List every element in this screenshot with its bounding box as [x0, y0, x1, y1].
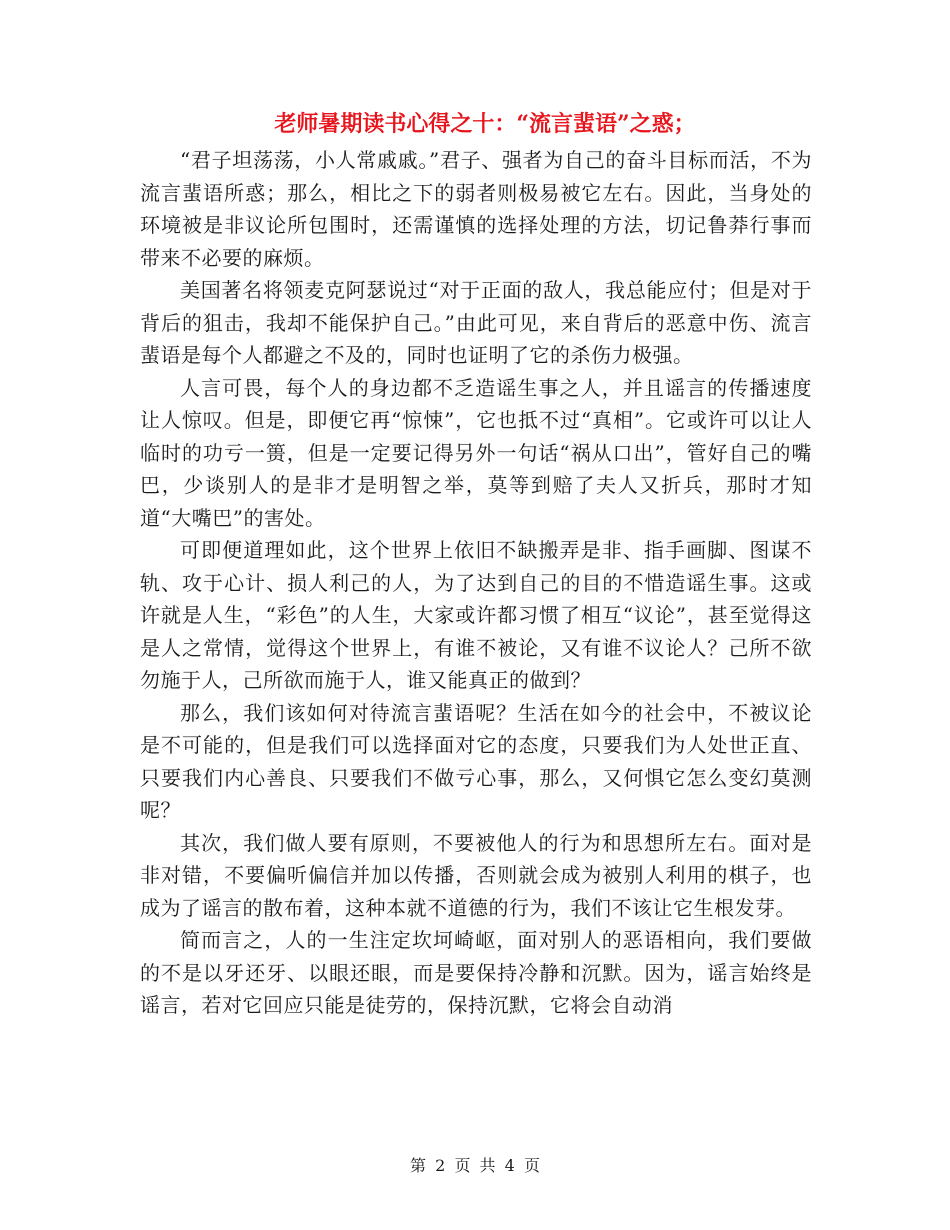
paragraph-2: 美国著名将领麦克阿瑟说过“对于正面的敌人，我总能应付；但是对于背后的狙击，我却不能保护自己。”由此可见，来自背后的恶意中伤、流言蜚语是每个人都避之不及的，同时也证明了它的杀伤力极强。	[140, 278, 812, 367]
footer-total-pages: 4	[504, 1156, 515, 1175]
footer-total-word: 共	[479, 1156, 496, 1175]
paragraph-3: 人言可畏，每个人的身边都不乏造谣生事之人，并且谣言的传播速度让人惊叹。但是，即便它再“惊悚”，它也抵不过“真相”。它或许可以让人临时的功亏一篑，但是一定要记得另外一句话“祸从口出”，管好自己的嘴巴，少谈别人的是非才是明智之举，莫等到赔了夫人又折兵，那时才知道“大嘴巴”的害处。	[140, 375, 812, 530]
document-title: 老师暑期读书心得之十：“流言蜚语”之惑；	[274, 111, 696, 137]
footer-prefix: 第	[410, 1156, 427, 1175]
document-body	[140, 144, 812, 1022]
paragraph-1: “君子坦荡荡，小人常戚戚。”君子、强者为自己的奋斗目标而活，不为流言蜚语所惑；那么，相比之下的弱者则极易被它左右。因此，当身处的环境被是非议论所包围时，还需谨慎的选择处理的方法，切记鲁莽行事而带来不必要的麻烦。	[140, 148, 812, 270]
paragraph-4: 可即便道理如此，这个世界上依旧不缺搬弄是非、指手画脚、图谋不轨、攻于心计、损人利己的人，为了达到自己的目的不惜造谣生事。这或许就是人生，“彩色”的人生，大家或许都习惯了相互“议论”，甚至觉得这是人之常情，觉得这个世界上，有谁不被论，又有谁不议论人？己所不欲勿施于人，己所欲而施于人，谁又能真正的做到？	[140, 538, 812, 692]
footer-page-word: 页	[454, 1156, 471, 1175]
page-footer	[0, 1154, 950, 1178]
paragraph-6: 其次，我们做人要有原则，不要被他人的行为和思想所左右。面对是非对错，不要偏听偏信并加以传播，否则就会成为被别人利用的棋子，也成为了谣言的散布着，这种本就不道德的行为，我们不该让它生根发芽。	[140, 830, 812, 920]
footer-current-page: 2	[435, 1156, 446, 1175]
paragraph-7: 简而言之，人的一生注定坎坷崎岖，面对别人的恶语相向，我们要做的不是以牙还牙、以眼还眼，而是要保持冷静和沉默。因为，谣言始终是谣言，若对它回应只能是徒劳的，保持沉默，它将会自动消	[140, 928, 812, 1017]
footer-suffix: 页	[523, 1156, 540, 1175]
paragraph-5: 那么，我们该如何对待流言蜚语呢？生活在如今的社会中，不被议论是不可能的，但是我们可以选择面对它的态度，只要我们为人处世正直、只要我们内心善良、只要我们不做亏心事，那么，又何惧它怎么变幻莫测呢？	[140, 700, 812, 822]
